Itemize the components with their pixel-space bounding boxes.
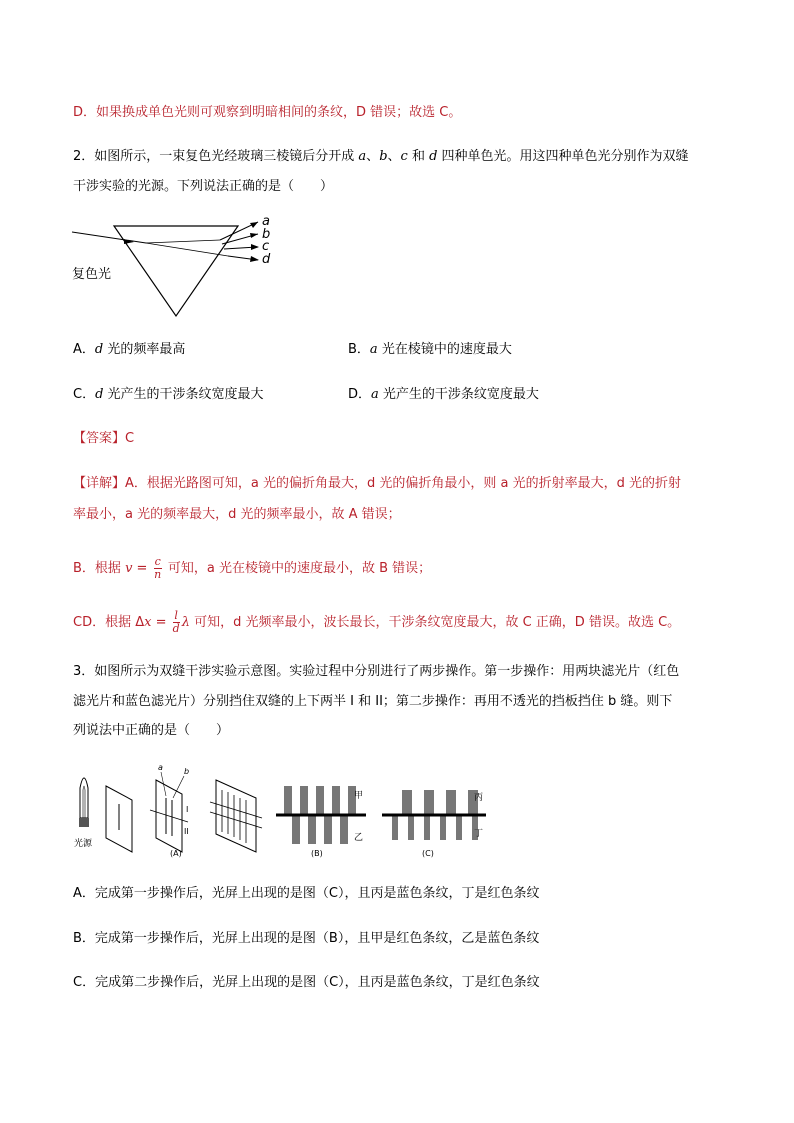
var-c: c — [400, 149, 408, 164]
detail-text: B．根据 — [73, 561, 126, 576]
q2-stem-text: 、 — [366, 149, 380, 164]
option-text: 光产生的干涉条纹宽度最大 — [378, 387, 539, 402]
var-a: a — [358, 149, 367, 164]
option-text: 光在棱镜中的速度最大 — [377, 342, 512, 357]
prism-diagram — [68, 212, 288, 324]
incident-ray — [72, 232, 146, 243]
frac-den: d — [172, 622, 180, 635]
var-x: x — [144, 615, 152, 630]
q2-stem-text: 、 — [387, 149, 401, 164]
label-c: c — [262, 239, 270, 254]
label-a: a — [158, 763, 163, 772]
var-b: b — [379, 149, 388, 164]
q2-stem-text: 和 — [407, 149, 430, 164]
answer-label: 【答案】 — [73, 431, 126, 446]
detail-text: 可知，a 光在棱镜中的速度最小，故 B 错误； — [163, 561, 432, 576]
fraction-l-over-d — [173, 610, 180, 635]
label-yi: 乙 — [354, 833, 364, 843]
label-fig-C: (C) — [422, 849, 434, 858]
option-var: d — [95, 387, 104, 402]
prev-answer-d: D．如果换成单色光则可观察到明暗相间的条纹，D 错误；故选 C。 — [73, 105, 462, 120]
label-fig-A: (A) — [170, 849, 182, 858]
q2-detail-cd — [73, 610, 680, 635]
q2-stem-text: 四种单色光。用这四种单色光分别作为双缝 — [437, 149, 689, 164]
frac-den: n — [154, 568, 162, 581]
label-ding: 丁 — [474, 829, 484, 839]
label-source: 光源 — [74, 839, 93, 849]
detail-text: 可知，d 光频率最小，波长最长，干涉条纹宽度最大，故 C 正确，D 错误。故选 C。 — [189, 615, 681, 630]
option-var: a — [369, 342, 378, 357]
ray-b-arrow-icon — [250, 233, 258, 238]
option-text: 光产生的干涉条纹宽度最大 — [103, 387, 264, 402]
q2-option-d[interactable] — [348, 386, 539, 404]
q2-stem-line2: 干涉实验的光源。下列说法正确的是（ ） — [73, 179, 334, 194]
ray-d-arrow-icon — [250, 256, 259, 262]
option-var: d — [94, 342, 104, 357]
detail-label: 【详解】 — [73, 476, 126, 491]
var-v: v — [125, 561, 133, 576]
q3-option-a[interactable]: A．完成第一步操作后，光屏上出现的是图（C），且丙是蓝色条纹，丁是红色条纹 — [73, 886, 540, 901]
q2-option-b[interactable] — [348, 341, 512, 359]
q2-option-a[interactable] — [73, 341, 185, 359]
bulb-icon — [80, 778, 88, 818]
double-slit-diagram — [70, 760, 500, 858]
label-I: I — [186, 805, 189, 814]
answer-value: C — [125, 431, 135, 446]
option-prefix: A． — [73, 342, 95, 357]
q2-option-c[interactable] — [73, 386, 264, 404]
q3-option-c[interactable]: C．完成第二步操作后，光屏上出现的是图（C），且丙是蓝色条纹，丁是红色条纹 — [73, 975, 540, 990]
prism-triangle — [114, 226, 238, 316]
q2-detail-b — [73, 556, 431, 581]
option-prefix: D． — [348, 387, 372, 402]
label-b: b — [262, 227, 271, 242]
label-a: a — [262, 214, 270, 229]
label-jia: 甲 — [354, 791, 364, 801]
detail-text: A．根据光路图可知，a 光的偏折角最大，d 光的偏折角最小，则 a 光的折射率最大，d 光的折射 — [125, 476, 682, 491]
label-source: 复色光 — [72, 267, 112, 282]
frac-num: l — [174, 609, 178, 622]
q2-detail-line2: 率最小，a 光的频率最大，d 光的频率最小，故 A 错误； — [73, 507, 401, 522]
label-II: II — [184, 827, 189, 836]
equals-sign: = — [132, 561, 152, 576]
label-fig-B: (B) — [311, 849, 323, 858]
var-lambda: λ — [181, 615, 190, 630]
inner-ray-d — [146, 243, 228, 256]
label-bing: 丙 — [474, 793, 484, 803]
label-b: b — [184, 767, 190, 776]
q3-stem-line2: 滤光片和蓝色滤光片）分别挡住双缝的上下两半 I 和 II；第二步操作：再用不透光的挡板挡住 b 缝。则下 — [73, 694, 673, 709]
q3-stem-line3: 列说法中正确的是（ ） — [73, 723, 230, 738]
incident-arrow-icon — [124, 239, 134, 244]
q2-answer — [73, 430, 134, 448]
label-d: d — [262, 252, 271, 267]
q3-stem-line1: 3．如图所示为双缝干涉实验示意图。实验过程中分别进行了两步操作。第一步操作：用两块滤光片（红色 — [73, 664, 680, 679]
inner-ray-a — [146, 240, 220, 243]
q3-option-b[interactable]: B．完成第一步操作后，光屏上出现的是图（B），且甲是红色条纹，乙是蓝色条纹 — [73, 931, 540, 946]
option-text: 光的频率最高 — [103, 342, 186, 357]
fraction-c-over-n — [154, 556, 162, 581]
bulb-base — [79, 818, 89, 827]
equals-sign: = — [151, 615, 171, 630]
q2-stem-text: 2．如图所示，一束复色光经玻璃三棱镜后分开成 — [73, 149, 359, 164]
var-d: d — [429, 149, 438, 164]
ray-c-arrow-icon — [251, 244, 259, 250]
q2-stem-line1 — [73, 148, 689, 166]
frac-num: c — [154, 555, 161, 568]
option-prefix: C． — [73, 387, 96, 402]
option-prefix: B． — [348, 342, 370, 357]
q2-detail-line1 — [73, 475, 681, 493]
option-var: a — [371, 387, 379, 402]
detail-text: CD．根据 Δ — [73, 615, 145, 630]
